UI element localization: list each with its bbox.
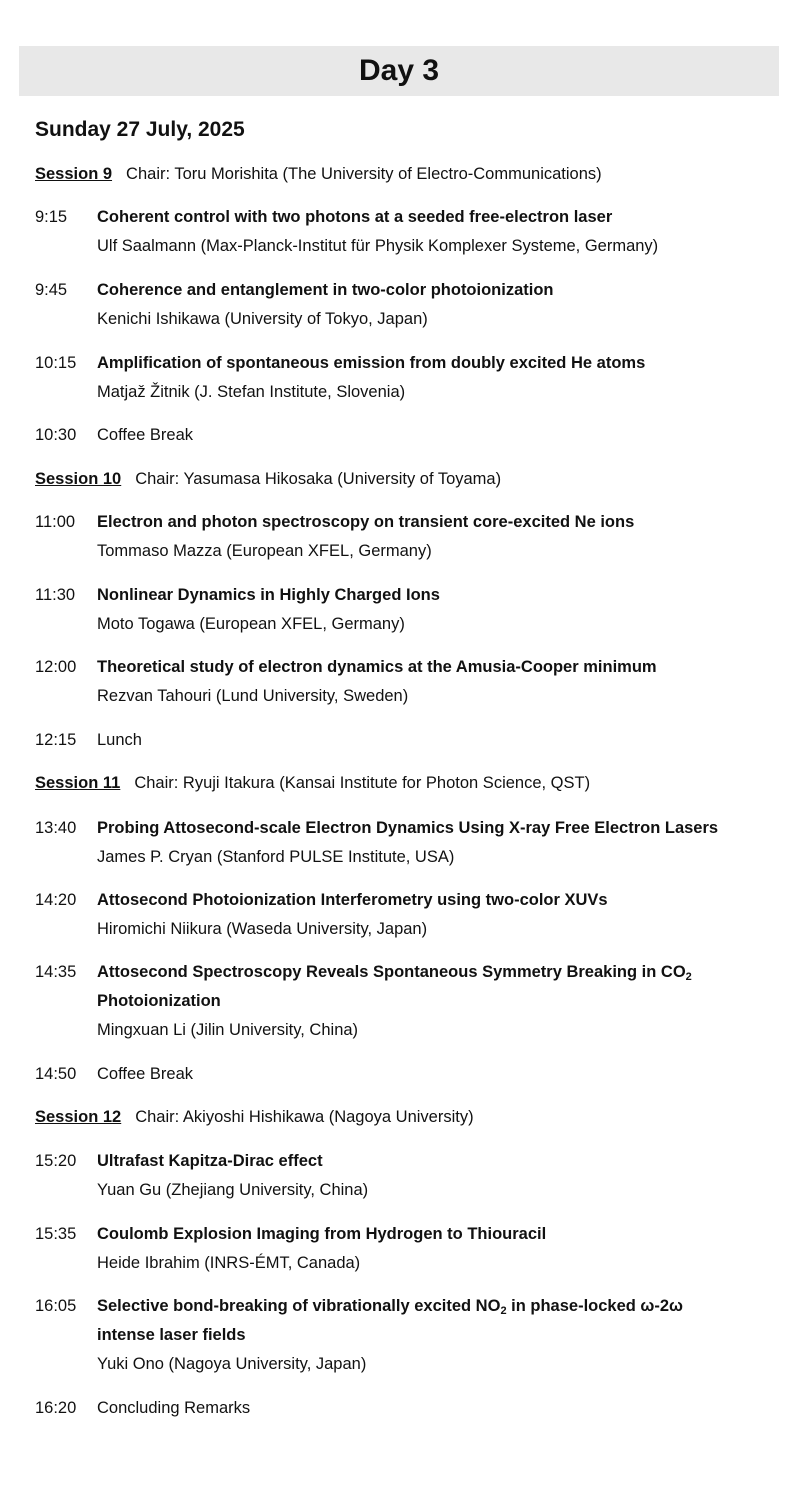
talk-speaker: Yuki Ono (Nagoya University, Japan) (97, 1355, 367, 1373)
session-label: Session 11 (35, 774, 121, 792)
session-header (35, 774, 590, 793)
talk-speaker: Matjaž Žitnik (J. Stefan Institute, Slovenia) (97, 383, 406, 401)
closing-label: Concluding Remarks (97, 1399, 251, 1417)
talk-title-text-end: in phase-locked ω-2ω (506, 1297, 683, 1315)
talk-time: 14:35 (35, 963, 77, 981)
talk-title-line2: intense laser fields (97, 1326, 246, 1344)
talk-speaker: Hiromichi Niikura (Waseda University, Japan) (97, 920, 428, 938)
break-label: Lunch (97, 731, 142, 749)
talk-title: Coherence and entanglement in two-color photoionization (97, 281, 554, 299)
talk-speaker: Tommaso Mazza (European XFEL, Germany) (97, 542, 432, 560)
session-chair: Chair: Toru Morishita (The University of Electro-Communications) (126, 165, 602, 183)
talk-speaker: Yuan Gu (Zhejiang University, China) (97, 1181, 369, 1199)
talk-title: Theoretical study of electron dynamics at the Amusia-Cooper minimum (97, 658, 657, 676)
talk-title: Electron and photon spectroscopy on transient core-excited Ne ions (97, 513, 635, 531)
talk-title-subscript: 2 (685, 971, 692, 983)
talk-title: Coulomb Explosion Imaging from Hydrogen to Thiouracil (97, 1225, 547, 1243)
talk-speaker: Kenichi Ishikawa (University of Tokyo, Japan) (97, 310, 428, 328)
talk-title-text: Selective bond-breaking of vibrationally excited NO (97, 1297, 501, 1315)
break-time: 14:50 (35, 1065, 77, 1083)
talk-time: 15:35 (35, 1225, 77, 1243)
talk-speaker: Ulf Saalmann (Max-Planck-Institut für Physik Komplexer Systeme, Germany) (97, 237, 659, 255)
break-time: 12:15 (35, 731, 77, 749)
talk-time: 13:40 (35, 819, 77, 837)
talk-title-line2: Photoionization (97, 992, 221, 1010)
talk-speaker: Mingxuan Li (Jilin University, China) (97, 1021, 359, 1039)
talk-speaker: Moto Togawa (European XFEL, Germany) (97, 615, 405, 633)
break-time: 10:30 (35, 426, 77, 444)
talk-title: Ultrafast Kapitza-Dirac effect (97, 1152, 323, 1170)
talk-time: 16:05 (35, 1297, 77, 1315)
talk-time: 9:15 (35, 208, 68, 226)
closing-time: 16:20 (35, 1399, 77, 1417)
talk-title: Nonlinear Dynamics in Highly Charged Ions (97, 586, 440, 604)
talk-title (97, 1297, 683, 1317)
session-label: Session 9 (35, 165, 113, 183)
date-heading: Sunday 27 July, 2025 (35, 118, 245, 141)
talk-title: Amplification of spontaneous emission from doubly excited He atoms (97, 354, 646, 372)
talk-title: Probing Attosecond-scale Electron Dynamics Using X-ray Free Electron Lasers (97, 819, 719, 837)
talk-title: Attosecond Photoionization Interferometry using two-color XUVs (97, 891, 608, 909)
session-header (35, 165, 602, 184)
break-label: Coffee Break (97, 426, 194, 444)
break-label: Coffee Break (97, 1065, 194, 1083)
talk-time: 11:00 (35, 513, 76, 531)
talk-title: Coherent control with two photons at a seeded free-electron laser (97, 208, 613, 226)
day-title: Day 3 (358, 54, 440, 87)
talk-time: 10:15 (35, 354, 77, 372)
session-header (35, 470, 501, 489)
talk-title-text: Attosecond Spectroscopy Reveals Spontaneous Symmetry Breaking in CO (97, 963, 686, 981)
talk-speaker: Heide Ibrahim (INRS-ÉMT, Canada) (97, 1254, 361, 1272)
session-label: Session 12 (35, 1108, 122, 1126)
talk-time: 14:20 (35, 891, 77, 909)
talk-time: 11:30 (35, 586, 76, 604)
talk-speaker: James P. Cryan (Stanford PULSE Institute, USA) (97, 848, 455, 866)
talk-speaker: Rezvan Tahouri (Lund University, Sweden) (97, 687, 409, 705)
talk-title (97, 963, 692, 983)
session-chair: Chair: Ryuji Itakura (Kansai Institute for Photon Science, QST) (134, 774, 591, 792)
talk-title-subscript: 2 (500, 1305, 507, 1317)
talk-time: 9:45 (35, 281, 68, 299)
talk-time: 12:00 (35, 658, 77, 676)
session-chair: Chair: Yasumasa Hikosaka (University of Toyama) (135, 470, 502, 488)
session-chair: Chair: Akiyoshi Hishikawa (Nagoya University) (135, 1108, 474, 1126)
session-label: Session 10 (35, 470, 122, 488)
talk-time: 15:20 (35, 1152, 77, 1170)
session-header (35, 1108, 474, 1127)
